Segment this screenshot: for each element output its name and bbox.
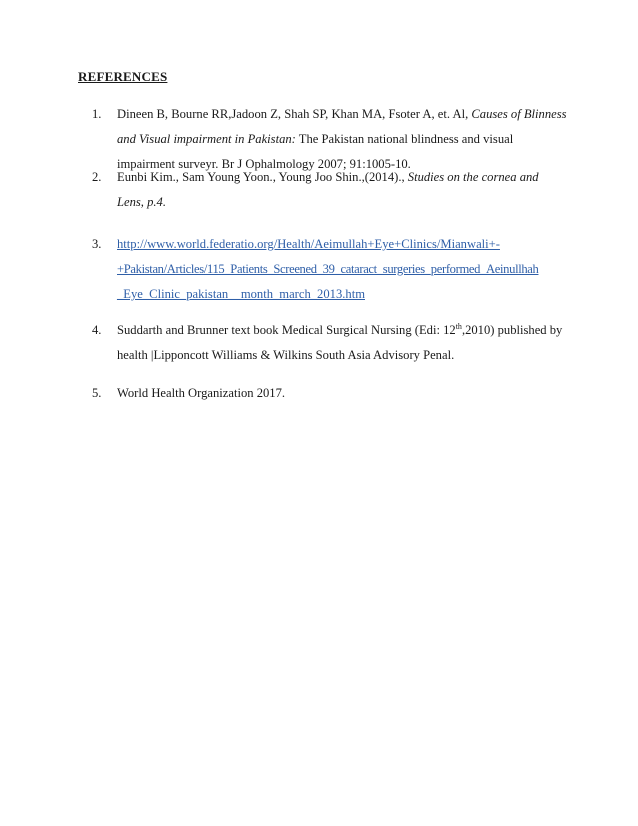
reference-number: 1. <box>92 107 102 121</box>
reference-number: 2. <box>92 170 102 184</box>
reference-text-part: ,2010) published by <box>461 323 563 337</box>
references-heading: REFERENCES <box>78 69 168 84</box>
reference-item-5 <box>92 381 562 406</box>
reference-number: 5. <box>92 386 102 400</box>
reference-item-4 <box>92 318 562 368</box>
reference-source: World Health Organization 2017. <box>117 386 286 400</box>
reference-authors: Dineen B, Bourne RR,Jadoon Z, Shah SP, Khan MA, Fsoter A, et. Al, <box>117 107 472 121</box>
reference-text <box>117 381 562 406</box>
reference-publisher: health |Lipponcott Williams & Wilkins South Asia Advisory Penal. <box>117 348 455 362</box>
reference-number: 4. <box>92 323 102 337</box>
reference-item-2 <box>92 165 562 215</box>
superscript: th <box>455 321 462 331</box>
reference-text <box>117 232 562 307</box>
reference-number: 3. <box>92 237 102 251</box>
reference-text <box>117 318 562 368</box>
reference-title: Causes of Blinness <box>471 107 567 121</box>
reference-url-line-2[interactable]: +Pakistan/Articles/115_Patients_Screened_39_cataract_surgeries_performed_Aeinullhah <box>117 262 539 276</box>
reference-source: impairment surveyr. Br J Ophalmology 2007; 91:1005-10. <box>117 157 411 171</box>
reference-text-part: Suddarth and Brunner text book Medical Surgical Nursing (Edi: 12 <box>117 323 456 337</box>
reference-url-line-3[interactable]: _Eye_Clinic_pakistan__month_march_2013.htm <box>117 287 365 301</box>
reference-item-3 <box>92 232 562 307</box>
reference-title: Studies on the cornea and <box>407 170 539 184</box>
reference-title-continued: Lens, p.4. <box>117 195 166 209</box>
reference-url-line-1[interactable]: http://www.world.federatio.org/Health/Aeimullah+Eye+Clinics/Mianwali+- <box>117 237 500 251</box>
reference-title-continued: and Visual impairment in Pakistan: <box>117 132 296 146</box>
reference-authors: Eunbi Kim., Sam Young Yoon., Young Joo Shin.,(2014)., <box>117 170 408 184</box>
reference-text <box>117 165 562 215</box>
reference-subtitle: The Pakistan national blindness and visual <box>295 132 514 146</box>
